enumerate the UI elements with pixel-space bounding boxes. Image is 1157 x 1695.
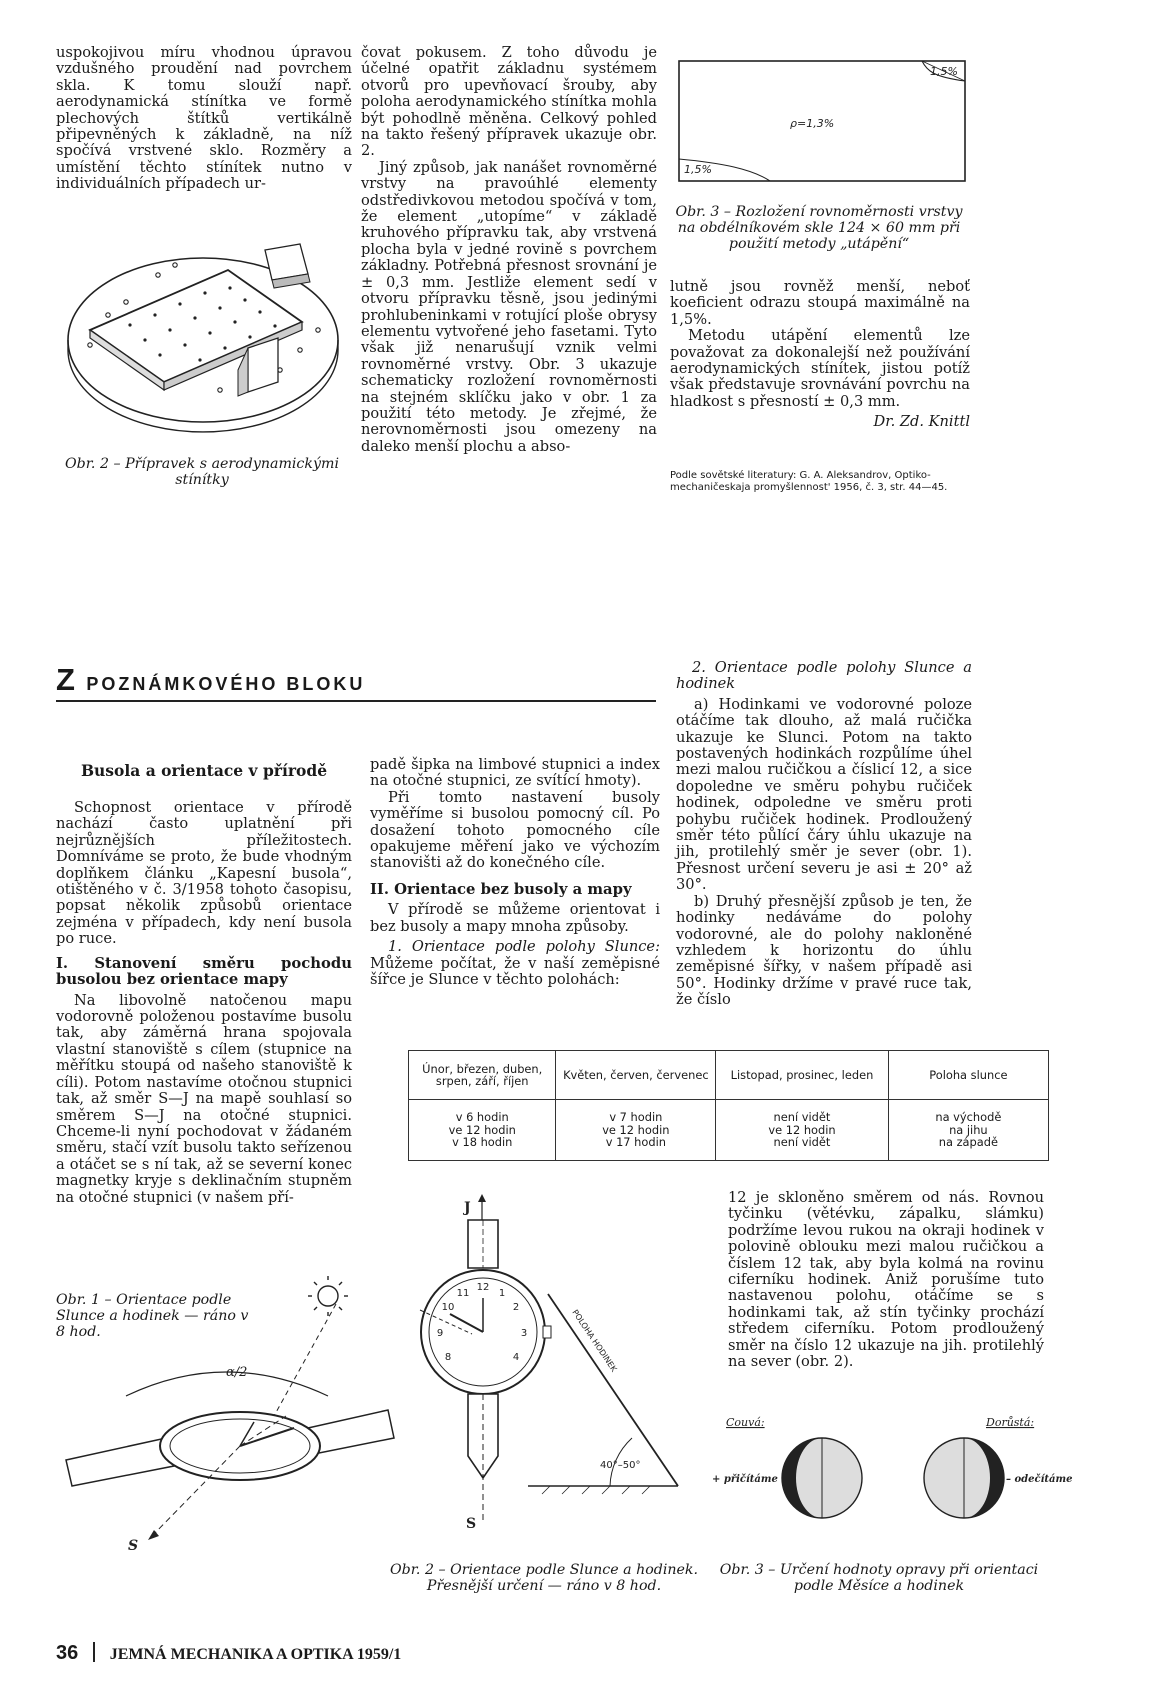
table-header: Poloha slunce <box>888 1051 1048 1100</box>
text: Můžeme počítat, že v naší zeměpisné šířce je Slunce v těchto polohách: <box>370 954 660 988</box>
sun-table-frame <box>408 1050 1049 1161</box>
cell-line: v 7 hodin <box>609 1110 663 1125</box>
table-cell <box>716 1100 889 1161</box>
moon-waxing-icon <box>924 1438 1004 1518</box>
paragraph: uspokojivou míru vhodnou úpravou vzdušného proudění nad povrchem skla. K tomu slouží např. aerodynamická stínítka ve formě plechových štítků vertikálně připevněných k základně, na níž spočívá vrstvené sklo. Rozměry a umístění těchto stínítek nutno v individuálních případech ur- <box>56 44 352 193</box>
moon-waning-icon <box>782 1438 862 1518</box>
fig1-caption: Obr. 1 – Orientace podle Slunce a hodinek — ráno v 8 hod. <box>56 1292 249 1340</box>
table-header-row <box>409 1051 1048 1100</box>
table-row <box>409 1100 1048 1161</box>
cell-line: není vidět <box>773 1135 831 1150</box>
south-label: S <box>128 1538 139 1554</box>
subtract-label: – odečítáme <box>1006 1474 1073 1485</box>
paragraph: čovat pokusem. Z toho důvodu je účelné opatřit základnu systémem otvorů pro upevňovací šrouby, aby poloha aerodynamického stínítka mohla být pohodlně měněna. Celkový pohled na takto řešený přípravek ukazuje obr. 2. <box>361 44 657 160</box>
section-heading <box>56 662 365 698</box>
fig3-caption: Obr. 3 – Určení hodnoty opravy při orientaci podle Měsíce a hodinek <box>719 1562 1039 1594</box>
paragraph: 12 je skloněno směrem od nás. Rovnou tyčinku (větévku, zápalku, slámku) podržíme levou rukou na okraji hodinek v polovině oblouku mezi malou ručičkou a číslem 12 tak, aby byla kolmá na rovinu ciferníku hodinek. Aniž porušíme tuto nastavenou polohu, otáčíme se s hodinkami tak, až stín tyčinky prochází středem ciferníku. Potom prodloužený směr na číslo 12 ukazuje na jih. protilehlý na sever (obr. 2). <box>728 1189 1044 1371</box>
dial-number: 11 <box>456 1288 470 1299</box>
table-cell <box>556 1100 716 1161</box>
top-fig3-caption: Obr. 3 – Rozložení rovnoměrnosti vrstvy na obdélníkovém skle 124 × 60 mm při použití metody „utápění“ <box>675 204 963 252</box>
busola-col3-text <box>676 660 972 1009</box>
north-j-label: J <box>464 1200 471 1216</box>
cell-line: ve 12 hodin <box>448 1122 516 1137</box>
sun-icon <box>308 1276 348 1316</box>
dial-number: 4 <box>512 1352 520 1363</box>
busola-col1-text <box>56 800 352 1206</box>
angle-label: 40°–50° <box>600 1460 641 1471</box>
waning-label: Couvá: <box>726 1416 765 1429</box>
top-fig2-caption: Obr. 2 – Přípravek s aerodynamickými stínítky <box>64 456 339 488</box>
dial-number: 12 <box>476 1282 490 1293</box>
paragraph <box>370 939 660 988</box>
corner-label: 1,5% <box>930 65 958 78</box>
paragraph: Metodu utápění elementů lze považovat za dokonalejší než používání aerodynamických stínítek, jistou potíž však představuje srovnávání povrchu na hladkost s přesností ± 0,3 mm. <box>670 327 970 410</box>
cell-line: na západě <box>938 1135 998 1150</box>
page-footer <box>56 1642 401 1665</box>
cell-line: na jihu <box>949 1122 988 1137</box>
section-initial: Z <box>56 662 75 697</box>
cell-line: ve 12 hodin <box>768 1122 836 1137</box>
page-number: 36 <box>56 1642 79 1664</box>
top-col3-text <box>670 279 970 431</box>
sun-table <box>409 1051 1048 1160</box>
paragraph: b) Druhý přesnější způsob je ten, že hodinky nedáváme do polohy vodorovné, ale do polohy nakloněné vzhledem k horizontu do úhlu zeměpisné šířky, v našem případě asi 50°. Hodinky držíme v pravé ruce tak, že číslo <box>676 892 972 1009</box>
paragraph: V přírodě se můžeme orientovat i bez busoly a mapy mnoha způsoby. <box>370 901 660 935</box>
cell-line: není vidět <box>773 1110 831 1125</box>
alpha-label: α/2 <box>226 1365 248 1380</box>
table-header: Listopad, prosinec, leden <box>716 1051 889 1100</box>
article-title: Busola a orientace v přírodě <box>80 761 328 780</box>
figure-watch-tilted <box>410 1190 710 1540</box>
author: Dr. Zd. Knittl <box>873 413 970 431</box>
dial-number: 8 <box>444 1352 452 1363</box>
figure-uniformity-rect <box>672 55 972 187</box>
emphasis: 1. Orientace podle polohy Slunce: <box>388 938 660 956</box>
fig2-caption: Obr. 2 – Orientace podle Slunce a hodinek. Přesnější určení — ráno v 8 hod. <box>389 1562 699 1594</box>
journal-name: JEMNÁ MECHANIKA A OPTIKA 1959/1 <box>109 1646 402 1663</box>
paragraph: Schopnost orientace v přírodě nachází často uplatnění při nejrůznějších příležitostech. Domníváme se proto, že bude vhodným doplňkem článku „Kapesní busola“, otištěného v č. 3/1958 tohoto časopisu, popsat několik způsobů orientace zejména v případech, kdy není busola po ruce. <box>56 799 352 948</box>
section-rule <box>56 700 656 702</box>
cell-line: ve 12 hodin <box>602 1122 670 1137</box>
reference-note: Podle sovětské literatury: G. A. Aleksandrov, Optiko-mechaničeskaja promyšlennost' 1956, č. 3, str. 44—45. <box>670 470 948 493</box>
top-col1-text <box>56 45 352 193</box>
waxing-label: Dorůstá: <box>986 1416 1035 1429</box>
section-title: POZNÁMKOVÉHO BLOKU <box>86 674 366 694</box>
subheading: I. Stanovení směru pochodu busolou bez orientace mapy <box>56 954 352 989</box>
table-header: Únor, březen, duben, srpen, září, říjen <box>409 1051 556 1100</box>
watch-position-label: POLOHA HODINEK <box>570 1308 619 1374</box>
figure-watch-horizontal <box>56 1268 426 1558</box>
center-label: ρ=1,3% <box>790 117 835 130</box>
busola-col2-text <box>370 757 660 988</box>
table-cell <box>409 1100 556 1161</box>
table-cell <box>888 1100 1048 1161</box>
paragraph: Jiný způsob, jak nanášet rovnoměrné vrstvy na pravoúhlé elementy odstředivkovou metodou spočívá v tom, že element „utopíme“ v základě kruhového přípravku tak, aby vrstvená plocha byla v jedné rovině s povrchem základny. Potřebná přesnost srovnání je ± 0,3 mm. Jestliže element sedí v otvoru přípravku těsně, jsou jedinými prohlubeninkami v rotující ploše obrysy elementu vytvořené jeho fasetami. Tyto však již nenarušují vznik velmi rovnoměrné vrstvy. Obr. 3 ukazuje schematicky rozložení rovnoměrnosti na stejném sklíčku jako v obr. 1 za použití této metody. Je zřejmé, že nerovnoměrnosti jsou omezeny na daleko menší plochu a abso- <box>361 158 657 455</box>
paragraph: Při tomto nastavení busoly vyměříme si busolou pomocný cíl. Po dosažení tohoto pomocného cíle opakujeme měření jako ve výchozím stanovišti až do konečného cíle. <box>370 788 660 872</box>
paragraph: a) Hodinkami ve vodorovné poloze otáčíme tak dlouho, až malá ručička ukazuje ke Slunci. Potom na takto postavených hodinkách rozpůlíme úhel mezi malou ručičkou a číslicí 12, a sice dopoledne ve směru pohybu ručiček hodinek, odpoledne ve směru proti pohybu ručiček hodinek. Prodloužený směr této půlící čáry úhlu ukazuje na jih, protilehlý směr je sever (obr. 1). Přesnost určení severu je asi ± 20° až 30°. <box>676 695 972 894</box>
dial-number: 3 <box>520 1328 528 1339</box>
paragraph: padě šipka na limbové stupnici a index na otočné stupnici, ze svítící hmoty). <box>370 756 660 790</box>
corner-label: 1,5% <box>684 163 712 176</box>
south-s-label: S <box>466 1516 477 1532</box>
figure-jig-drawing <box>60 230 350 440</box>
cell-line: na východě <box>935 1110 1002 1125</box>
cell-line: v 18 hodin <box>452 1135 513 1150</box>
subheading: II. Orientace bez busoly a mapy <box>370 880 632 898</box>
dial-number: 1 <box>498 1288 506 1299</box>
busola-col3-cont <box>728 1190 1044 1370</box>
cell-line: v 17 hodin <box>605 1135 666 1150</box>
subheading: 2. Orientace podle polohy Slunce a hodinek <box>676 659 972 693</box>
paragraph: lutně jsou rovněž menší, neboť koeficient odrazu stoupá maximálně na 1,5%. <box>670 278 970 328</box>
dial-number: 10 <box>441 1302 455 1313</box>
dial-number: 2 <box>512 1302 520 1313</box>
top-col2-text <box>361 45 657 455</box>
footer-divider <box>93 1642 95 1662</box>
dial-number: 9 <box>436 1328 444 1339</box>
table-header: Květen, červen, červenec <box>556 1051 716 1100</box>
add-label: + přičítáme <box>712 1474 778 1485</box>
cell-line: v 6 hodin <box>455 1110 509 1125</box>
figure-moon-phases <box>712 1410 1073 1540</box>
paragraph: Na libovolně natočenou mapu vodorovně položenou postavíme busolu tak, aby záměrná hrana spojovala vlastní stanoviště s cílem (stupnice na měřítku stoupá od našeho stanoviště k cíli). Potom nastavíme otočnou stupnici tak, až směr S—J na mapě souhlasí so směrem S—J na otočné stupnici. Chceme-li nyní pochodovat v žádaném směru, stačí vzít busolu takto seřízenou a otáčet se s ní tak, až se severní konec magnetky kryje s deklinačním stupněm na otočné stupnici (v našem pří- <box>56 991 352 1206</box>
